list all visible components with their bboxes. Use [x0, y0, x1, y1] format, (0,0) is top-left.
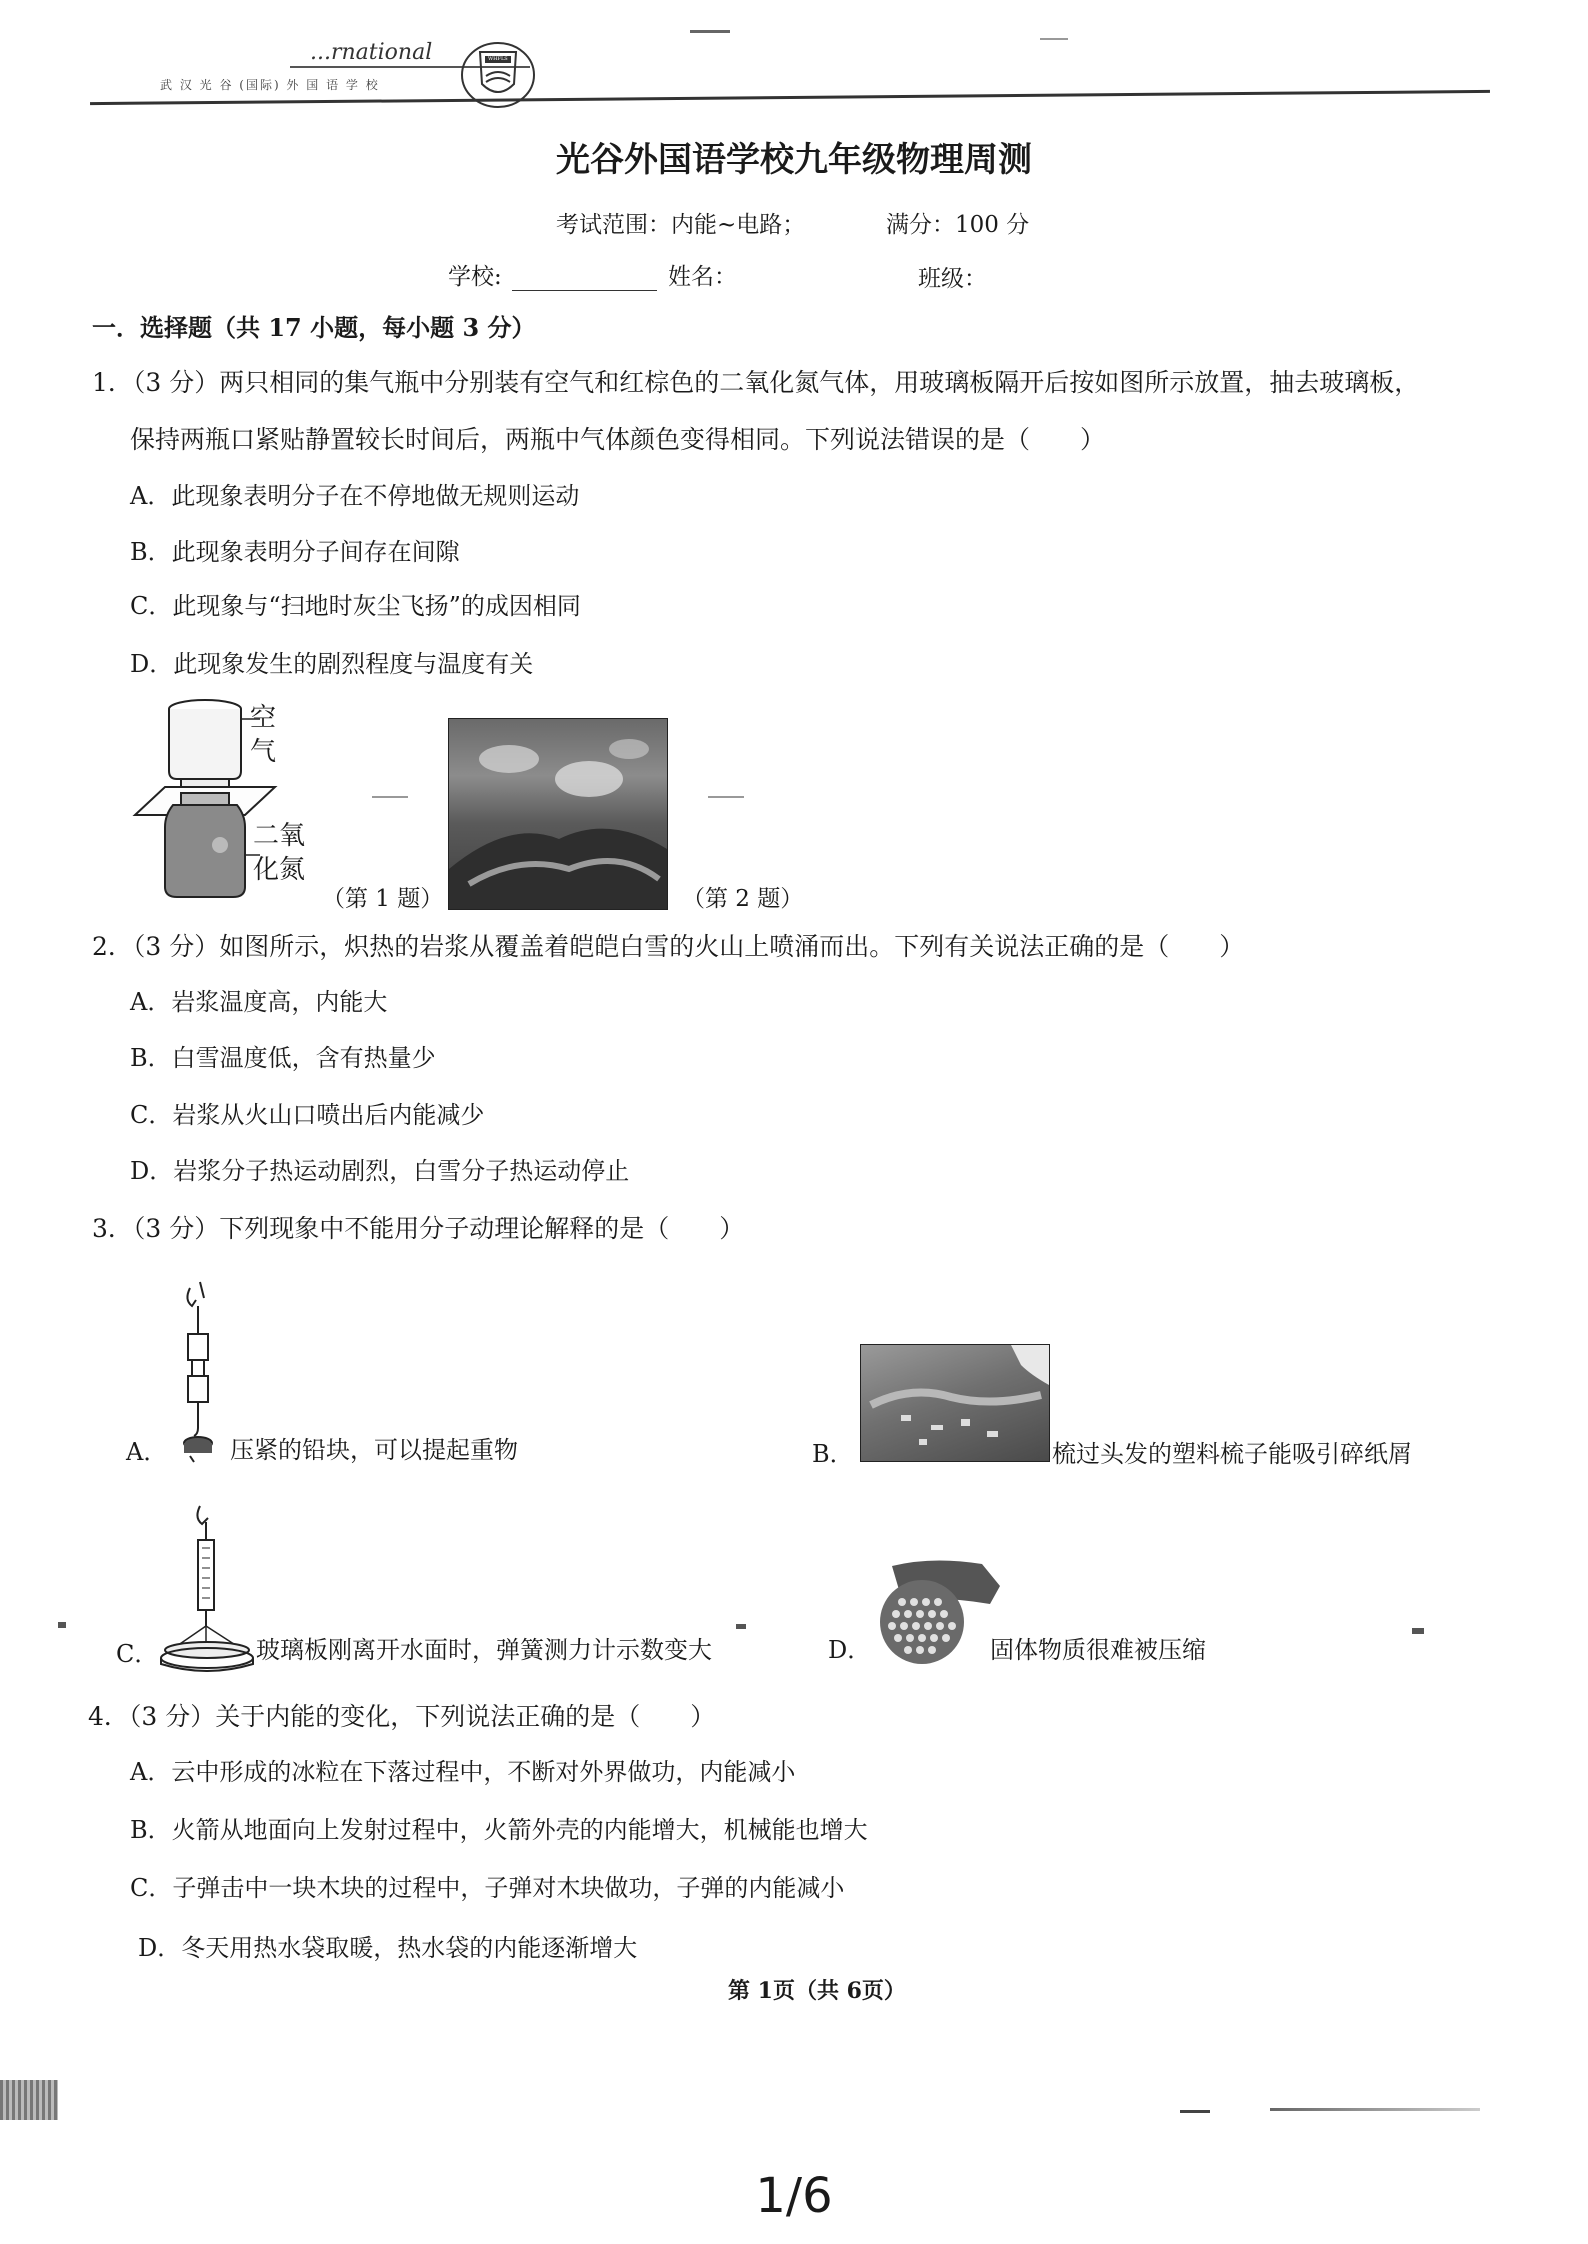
spring-balance-figure — [160, 1500, 260, 1672]
question-3-option-a-text[interactable]: 压紧的铅块，可以提起重物 — [230, 1436, 518, 1464]
section-heading: 一．选择题（共 17 小题，每小题 3 分） — [92, 313, 536, 342]
seal-text: WHFLS — [488, 56, 508, 62]
pager-indicator[interactable]: 1/6 — [755, 2168, 833, 2224]
comb-paper-photo — [860, 1344, 1050, 1462]
school-name-small: 武 汉 光 谷 (国际) 外 国 语 学 校 — [160, 78, 380, 92]
question-3-option-b-text[interactable]: 梳过头发的塑料梳子能吸引碎纸屑 — [1052, 1440, 1412, 1468]
question-1-text-line1: 1．（3 分）两只相同的集气瓶中分别装有空气和红棕色的二氧化氮气体，用玻璃板隔开后按如图所示放置，抽去玻璃板， — [92, 368, 1420, 397]
question-1-option-a[interactable]: A．此现象表明分子在不停地做无规则运动 — [130, 482, 580, 510]
scan-mark — [1180, 2110, 1210, 2113]
scan-mark — [58, 1622, 66, 1628]
exam-total-score: 满分：100 分 — [886, 212, 1030, 238]
question-1-option-b[interactable]: B．此现象表明分子间存在间隙 — [130, 538, 460, 566]
question-3-option-d-letter[interactable]: D． — [828, 1636, 872, 1664]
scan-mark — [708, 796, 744, 798]
figure-2-volcano-photo — [448, 718, 668, 910]
lead-blocks-figure — [170, 1278, 230, 1473]
figure-1-gas-jars — [125, 695, 325, 905]
scan-mark — [1412, 1628, 1424, 1634]
exam-scope: 考试范围：内能~电路； — [556, 212, 806, 238]
figure-2-caption: （第 2 题） — [682, 886, 804, 912]
question-2-option-d[interactable]: D．岩浆分子热运动剧烈，白雪分子热运动停止 — [130, 1157, 630, 1185]
question-1-option-d[interactable]: D．此现象发生的剧烈程度与温度有关 — [130, 650, 534, 678]
figure-1-label-no2-1: 二氧 — [253, 821, 306, 851]
question-2-text: 2．（3 分）如图所示，炽热的岩浆从覆盖着皑皑白雪的火山上喷涌而出。下列有关说法正确的是（ ） — [92, 932, 1245, 961]
scan-mark — [372, 796, 408, 798]
scan-mark — [1270, 2108, 1480, 2111]
scan-mark — [736, 1624, 746, 1629]
question-2-option-c[interactable]: C．岩浆从火山口喷出后内能减少 — [130, 1101, 485, 1129]
page-number: 第 1页（共 6页） — [728, 1978, 906, 2004]
scan-mark — [1040, 38, 1068, 40]
page-title: 光谷外国语学校九年级物理周测 — [556, 140, 1032, 180]
logo-script: ...rnational — [310, 40, 433, 65]
question-3-option-c-text[interactable]: 玻璃板刚离开水面时，弹簧测力计示数变大 — [256, 1636, 712, 1664]
school-field-label: 学校: — [448, 264, 502, 290]
molecular-lattice-figure — [872, 1556, 1002, 1666]
question-3-option-b-letter[interactable]: B． — [812, 1440, 854, 1468]
question-3-option-a-letter[interactable]: A． — [126, 1438, 168, 1466]
question-3-option-c-letter[interactable]: C． — [116, 1640, 159, 1668]
name-field-label: 姓名： — [668, 264, 737, 290]
question-4-option-b[interactable]: B．火箭从地面向上发射过程中，火箭外壳的内能增大，机械能也增大 — [130, 1816, 868, 1844]
question-1-option-c[interactable]: C．此现象与“扫地时灰尘飞扬”的成因相同 — [130, 592, 581, 620]
question-4-option-c[interactable]: C．子弹击中一块木块的过程中，子弹对木块做功，子弹的内能减小 — [130, 1874, 845, 1902]
scan-mark — [690, 30, 730, 33]
figure-1-label-air-2: 气 — [250, 737, 277, 767]
figure-1-caption: （第 1 题） — [322, 886, 444, 912]
question-1-text-line2: 保持两瓶口紧贴静置较长时间后，两瓶中气体颜色变得相同。下列说法错误的是（ ） — [130, 425, 1106, 454]
figure-1-label-air-1: 空 — [250, 703, 277, 733]
header-banner — [80, 30, 1500, 120]
question-3-option-d-text[interactable]: 固体物质很难被压缩 — [990, 1636, 1206, 1664]
question-4-option-a[interactable]: A．云中形成的冰粒在下落过程中，不断对外界做功，内能减小 — [130, 1758, 796, 1786]
figure-1-label-no2-2: 化氮 — [253, 855, 306, 885]
school-field-blank[interactable] — [512, 290, 657, 291]
question-2-option-a[interactable]: A．岩浆温度高，内能大 — [130, 988, 388, 1016]
class-field-label: 班级： — [918, 266, 987, 292]
question-2-option-b[interactable]: B．白雪温度低，含有热量少 — [130, 1044, 436, 1072]
scan-edge-mark — [0, 2080, 58, 2120]
question-4-option-d[interactable]: D．冬天用热水袋取暖，热水袋的内能逐渐增大 — [138, 1934, 638, 1962]
question-3-text: 3．（3 分）下列现象中不能用分子动理论解释的是（ ） — [92, 1214, 745, 1243]
question-4-text: 4．（3 分）关于内能的变化，下列说法正确的是（ ） — [88, 1702, 716, 1731]
